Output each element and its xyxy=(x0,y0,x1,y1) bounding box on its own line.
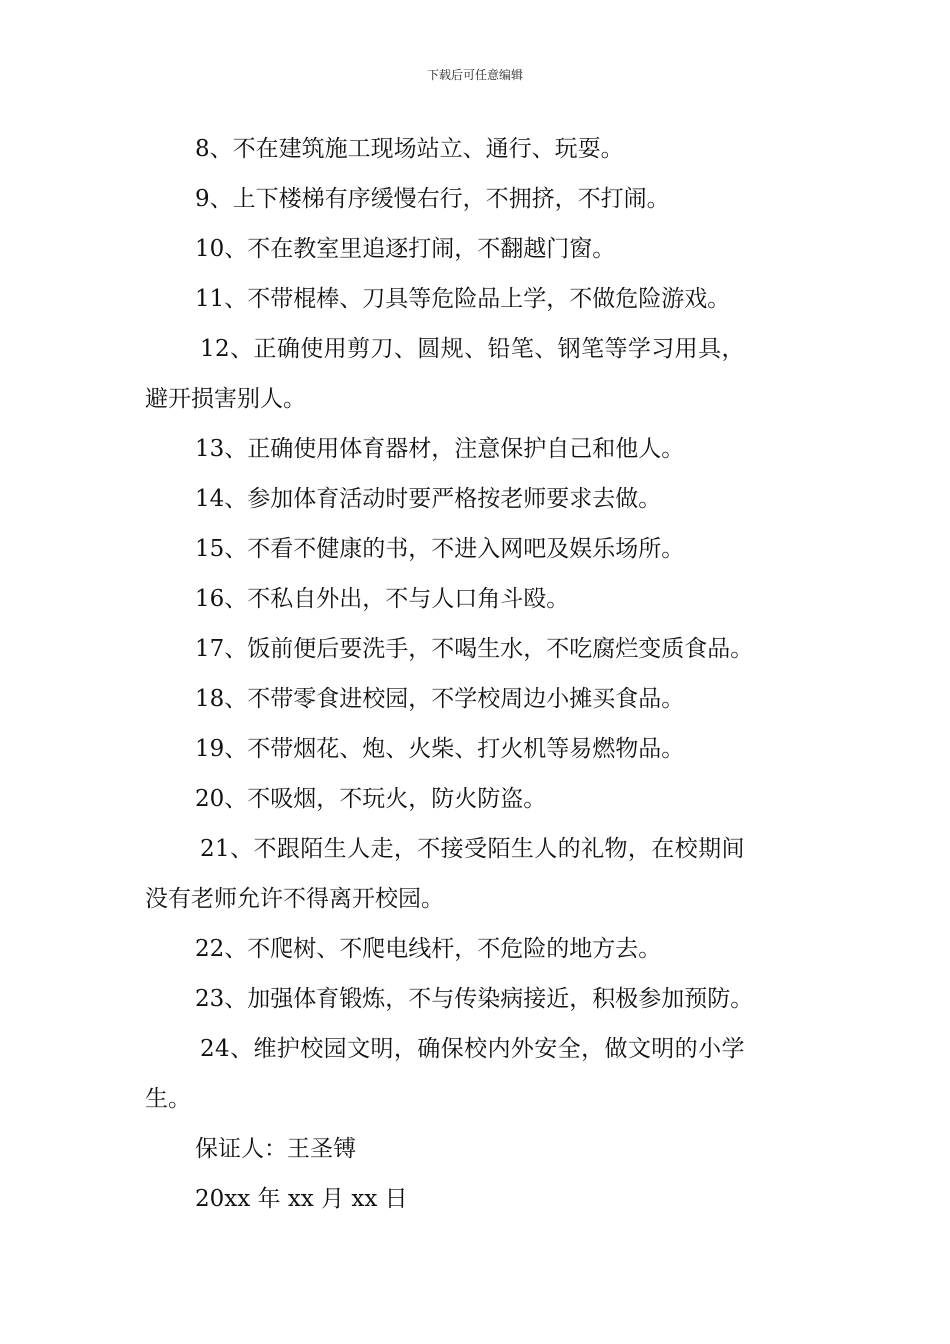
rule-item-17: 17、饭前便后要洗手，不喝生水，不吃腐烂变质食品。 xyxy=(195,636,754,662)
rule-item-19: 19、不带烟花、炮、火柴、打火机等易燃物品。 xyxy=(195,736,685,762)
rule-item-13: 13、正确使用体育器材，注意保护自己和他人。 xyxy=(195,436,685,462)
rule-item-22: 22、不爬树、不爬电线杆，不危险的地方去。 xyxy=(195,936,662,962)
rule-item-23: 23、加强体育锻炼，不与传染病接近，积极参加预防。 xyxy=(195,986,754,1012)
page-header: 下载后可任意编辑 xyxy=(426,68,523,82)
rule-item-12-continued: 避开损害别人。 xyxy=(145,386,306,412)
rule-item-21: 21、不跟陌生人走，不接受陌生人的礼物，在校期间 xyxy=(200,836,745,862)
date-line: 20xx 年 xx 月 xx 日 xyxy=(195,1186,408,1212)
rule-item-10: 10、不在教室里追逐打闹，不翻越门窗。 xyxy=(195,236,616,262)
rule-item-16: 16、不私自外出，不与人口角斗殴。 xyxy=(195,586,570,612)
rule-item-21-continued: 没有老师允许不得离开校园。 xyxy=(145,886,444,912)
rule-item-12: 12、正确使用剪刀、圆规、铅笔、钢笔等学习用具， xyxy=(200,336,745,362)
rule-item-18: 18、不带零食进校园，不学校周边小摊买食品。 xyxy=(195,686,685,712)
rule-item-14: 14、参加体育活动时要严格按老师要求去做。 xyxy=(195,486,662,512)
rule-item-11: 11、不带棍棒、刀具等危险品上学，不做危险游戏。 xyxy=(195,286,731,312)
rule-item-24: 24、维护校园文明，确保校内外安全，做文明的小学 xyxy=(200,1036,745,1062)
rule-item-9: 9、上下楼梯有序缓慢右行，不拥挤，不打闹。 xyxy=(195,186,670,212)
document-body xyxy=(145,124,810,1224)
rule-item-24-continued: 生。 xyxy=(145,1086,191,1112)
rule-item-8: 8、不在建筑施工现场站立、通行、玩耍。 xyxy=(195,136,624,162)
guarantor-line: 保证人：王圣镈 xyxy=(195,1136,356,1162)
rule-item-15: 15、不看不健康的书，不进入网吧及娱乐场所。 xyxy=(195,536,685,562)
rule-item-20: 20、不吸烟，不玩火，防火防盗。 xyxy=(195,786,547,812)
